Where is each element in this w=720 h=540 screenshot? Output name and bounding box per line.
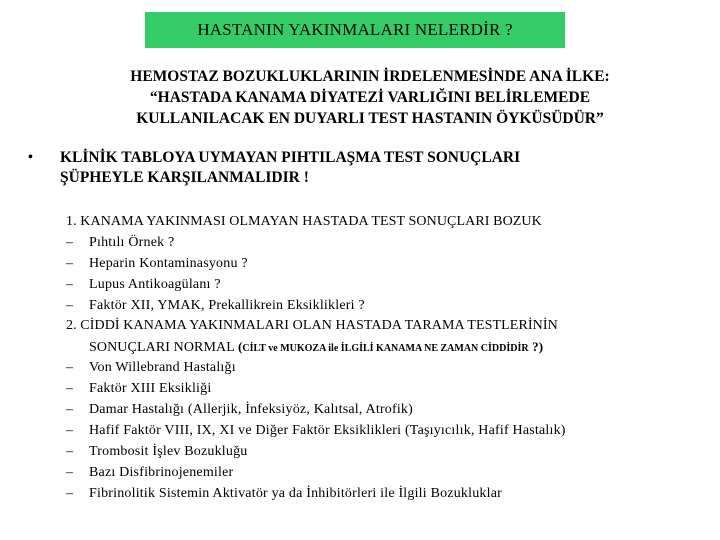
list-item-text: Fibrinolitik Sistemin Aktivatör ya da İnhibitörleri ile İlgili Bozukluklar bbox=[89, 485, 502, 501]
bullet-line-1: KLİNİK TABLOYA UYMAYAN PIHTILAŞMA TEST SONUÇLARI bbox=[60, 149, 521, 166]
dash-icon: – bbox=[66, 276, 73, 292]
section-1-heading: 1. KANAMA YAKINMASI OLMAYAN HASTADA TEST SONUÇLARI BOZUK bbox=[66, 214, 542, 229]
section-2-heading-cont-text: SONUÇLARI NORMAL bbox=[89, 340, 235, 356]
list-item bbox=[66, 463, 706, 484]
section-2-note: CİLT ve MUKOZA ile İLGİLİ KANAMA NE ZAMAN CİDDİDİR bbox=[242, 343, 529, 355]
list-item bbox=[66, 442, 706, 463]
sub-list bbox=[66, 212, 706, 504]
section-2-heading-row bbox=[66, 316, 706, 337]
dash-icon: – bbox=[66, 234, 73, 250]
list-item-text: Hafif Faktör VIII, IX, XI ve Diğer Faktör Eksiklikleri (Taşıyıcılık, Hafif Hastalık) bbox=[89, 422, 566, 438]
list-item-text: Heparin Kontaminasyonu ? bbox=[89, 255, 248, 271]
list-item bbox=[66, 275, 706, 296]
section-2-heading-cont bbox=[89, 337, 543, 360]
list-item bbox=[66, 254, 706, 275]
list-item-text: Faktör XIII Eksikliği bbox=[89, 381, 212, 397]
dash-icon: – bbox=[66, 360, 73, 376]
dash-icon: – bbox=[66, 443, 73, 459]
title-banner bbox=[145, 12, 565, 48]
section-2-heading-cont-row bbox=[66, 337, 706, 358]
section-1-heading-row bbox=[66, 212, 706, 233]
list-item-text: Faktör XII, YMAK, Prekallikrein Eksiklikleri ? bbox=[89, 297, 365, 313]
note-open-paren: ( bbox=[237, 339, 243, 355]
dash-icon: – bbox=[66, 297, 73, 313]
section-2-heading: 2. CİDDİ KANAMA YAKINMALARI OLAN HASTADA TARAMA TESTLERİNİN bbox=[66, 318, 558, 334]
list-item bbox=[66, 421, 706, 442]
list-item bbox=[66, 400, 706, 421]
list-item bbox=[66, 296, 706, 317]
note-close-paren: ?) bbox=[532, 339, 544, 355]
list-item bbox=[66, 358, 706, 379]
dash-icon: – bbox=[66, 422, 73, 438]
principle-line-3: KULLANILACAK EN DUYARLI TEST HASTANIN ÖYKÜSÜDÜR” bbox=[136, 110, 604, 127]
list-item bbox=[66, 233, 706, 254]
list-item bbox=[66, 484, 706, 505]
list-item bbox=[66, 379, 706, 400]
dash-icon: – bbox=[66, 381, 73, 397]
list-item-text: Pıhtılı Örnek ? bbox=[89, 234, 175, 250]
list-item-text: Von Willebrand Hastalığı bbox=[89, 360, 236, 376]
list-item-text: Damar Hastalığı (Allerjik, İnfeksiyöz, Kalıtsal, Atrofik) bbox=[89, 402, 413, 418]
dash-icon: – bbox=[66, 464, 73, 480]
bullet-text bbox=[60, 148, 700, 188]
main-principle bbox=[60, 66, 680, 129]
principle-line-1: HEMOSTAZ BOZUKLUKLARININ İRDELENMESİNDE ANA İLKE: bbox=[130, 68, 610, 85]
bullet-icon: • bbox=[28, 150, 33, 165]
dash-icon: – bbox=[66, 485, 73, 501]
principle-line-2: “HASTADA KANAMA DİYATEZİ VARLIĞINI BELİRLEMEDE bbox=[149, 89, 591, 106]
bullet-line-2: ŞÜPHEYLE KARŞILANMALIDIR ! bbox=[60, 169, 309, 186]
slide-title: HASTANIN YAKINMALARI NELERDİR ? bbox=[197, 20, 513, 39]
list-item-text: Trombosit İşlev Bozukluğu bbox=[89, 443, 248, 459]
list-item-text: Lupus Antikoagülanı ? bbox=[89, 276, 221, 292]
dash-icon: – bbox=[66, 402, 73, 418]
dash-icon: – bbox=[66, 255, 73, 271]
list-item-text: Bazı Disfibrinojenemiler bbox=[89, 464, 234, 480]
